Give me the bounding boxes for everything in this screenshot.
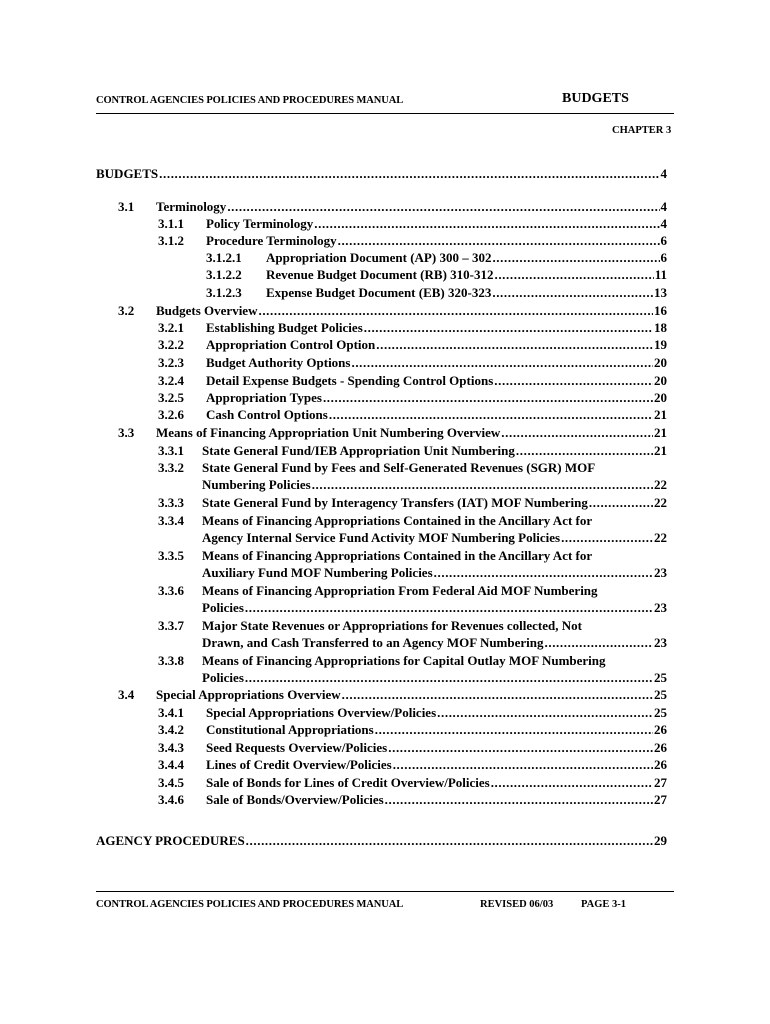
toc-title: Drawn, and Cash Transferred to an Agency MOF Numbering [202,635,544,650]
toc-title: Means of Financing Appropriation Unit Numbering Overview [156,425,501,440]
toc-entry-3-3-7-line2[interactable] [202,634,667,651]
toc-page: 18 [654,320,667,335]
toc-leader [434,564,653,581]
toc-leader [329,406,653,423]
toc-page: 22 [654,495,667,510]
toc-number: 3.3.2 [158,460,184,475]
toc-number: 3.1.2.1 [206,250,242,265]
toc-title: Agency Internal Service Fund Activity MOF Numbering Policies [202,530,561,545]
toc-page: 4 [660,216,667,231]
toc-page: 23 [654,565,667,580]
toc-page: 27 [654,775,667,790]
toc-leader [388,739,653,756]
toc-number: 3.1.2 [158,233,184,248]
toc-entry-3-3-1[interactable] [158,442,667,459]
toc-number: 3.4.2 [158,722,184,737]
toc-entry-3-3-5-line2[interactable] [202,564,667,581]
toc-number: 3.1.1 [158,216,184,231]
toc-entry-3-2-3[interactable] [158,354,667,371]
toc-number: 3.3.8 [158,653,184,668]
toc-entry-3-3-5-line1[interactable] [158,547,592,564]
toc-title: State General Fund by Interagency Transfers (IAT) MOF Numbering [202,495,588,510]
toc-entry-3-4-3[interactable] [158,739,667,756]
toc-number: 3.1 [118,199,135,214]
toc-entry-3-1-1[interactable] [158,215,667,232]
toc-leader [545,634,654,651]
toc-page: 20 [654,373,667,388]
toc-page: 11 [654,267,667,282]
toc-page: 25 [654,670,667,685]
toc-title: Budget Authority Options [206,355,351,370]
toc-entry-3-1-2-1[interactable] [206,249,667,266]
toc-title: Policies [202,670,244,685]
toc-number: 3.4.6 [158,792,184,807]
toc-title: Special Appropriations Overview/Policies [206,705,437,720]
toc-page: 29 [654,833,667,848]
toc-title: Expense Budget Document (EB) 320-323 [266,285,492,300]
toc-leader [516,442,653,459]
toc-entry-3-2-2[interactable] [158,336,667,353]
toc-leader [258,302,653,319]
toc-title: Seed Requests Overview/Policies [206,740,388,755]
header-manual-title: CONTROL AGENCIES POLICIES AND PROCEDURES MANUAL [96,95,404,106]
toc-title: Means of Financing Appropriations Contained in the Ancillary Act for [202,548,593,563]
toc-title: Establishing Budget Policies [206,320,363,335]
header-rule [96,113,674,114]
toc-leader [375,721,653,738]
footer-manual-title: CONTROL AGENCIES POLICIES AND PROCEDURES MANUAL [96,899,404,910]
toc-page: 21 [654,425,667,440]
toc-title: Major State Revenues or Appropriations for Revenues collected, Not [202,618,582,633]
toc-title: Terminology [156,199,227,214]
toc-page: 22 [654,530,667,545]
toc-number: 3.4.4 [158,757,184,772]
toc-page: 21 [654,407,667,422]
toc-title: Means of Financing Appropriations Contained in the Ancillary Act for [202,513,593,528]
toc-page: 27 [654,792,667,807]
toc-number: 3.2.1 [158,320,184,335]
toc-leader [589,494,653,511]
toc-page: 13 [654,285,667,300]
toc-number: 3.3.6 [158,583,184,598]
toc-entry-3-3-4-line2[interactable] [202,529,667,546]
toc-page: 26 [654,722,667,737]
toc-title: Sale of Bonds/Overview/Policies [206,792,384,807]
toc-entry-3-3-2-line2[interactable] [202,476,667,493]
toc-entry-3-4-1[interactable] [158,704,667,721]
toc-title: Procedure Terminology [206,233,337,248]
toc-leader [491,774,653,791]
toc-entry-3-3-3[interactable] [158,494,667,511]
toc-entry-3-4-2[interactable] [158,721,667,738]
toc-page: 26 [654,757,667,772]
toc-entry-3-3-6-line2[interactable] [202,599,667,616]
toc-title: Auxiliary Fund MOF Numbering Policies [202,565,433,580]
toc-title: Sale of Bonds for Lines of Credit Overview/Policies [206,775,490,790]
footer-rule [96,891,674,892]
toc-leader [437,704,653,721]
toc-leader [314,215,659,232]
header-section-title: BUDGETS [562,91,629,106]
toc-leader [393,756,653,773]
toc-entry-3-4[interactable] [118,686,667,703]
toc-title: Policies [202,600,244,615]
toc-title: BUDGETS [96,166,159,181]
toc-number: 3.3.4 [158,513,184,528]
toc-entry-3-3-4-line1[interactable] [158,512,592,529]
toc-number: 3.3.1 [158,443,184,458]
toc-title: Means of Financing Appropriations for Capital Outlay MOF Numbering [202,653,606,668]
toc-title: Special Appropriations Overview [156,687,341,702]
toc-entry-3-2-1[interactable] [158,319,667,336]
toc-title: Budgets Overview [156,303,258,318]
toc-title: Revenue Budget Document (RB) 310-312 [266,267,494,282]
toc-leader [227,198,659,215]
toc-leader [561,529,653,546]
toc-number: 3.2.2 [158,337,184,352]
toc-leader [245,599,653,616]
toc-leader [376,336,653,353]
toc-number: 3.3.5 [158,548,184,563]
toc-number: 3.4.1 [158,705,184,720]
toc-number: 3.2 [118,303,135,318]
toc-page: 6 [660,233,667,248]
toc-entry-3-4-4[interactable] [158,756,667,773]
toc-leader [338,232,660,249]
toc-number: 3.1.2.2 [206,267,242,282]
footer-revised: REVISED 06/03 [480,899,554,910]
toc-number: 3.2.3 [158,355,184,370]
toc-leader [501,424,653,441]
toc-number: 3.4.5 [158,775,184,790]
toc-title: Means of Financing Appropriation From Federal Aid MOF Numbering [202,583,598,598]
toc-leader [342,686,653,703]
toc-page: 25 [654,687,667,702]
toc-number: 3.1.2.3 [206,285,242,300]
toc-title: Appropriation Types [206,390,322,405]
toc-entry-budgets[interactable] [96,165,667,182]
toc-leader [312,476,653,493]
toc-title: Numbering Policies [202,477,311,492]
toc-title: Detail Expense Budgets - Spending Control Options [206,373,494,388]
toc-title: Lines of Credit Overview/Policies [206,757,392,772]
toc-number: 3.3.7 [158,618,184,633]
toc-leader [351,354,653,371]
toc-entry-3-3-8-line1[interactable] [158,652,606,669]
toc-number: 3.4 [118,687,135,702]
toc-entry-3-1-2-2[interactable] [206,266,667,283]
toc-leader [323,389,653,406]
toc-entry-3-3-7-line1[interactable] [158,617,582,634]
toc-entry-3-3-6-line1[interactable] [158,582,598,599]
toc-title: Appropriation Document (AP) 300 – 302 [266,250,492,265]
toc-page: 23 [654,600,667,615]
toc-entry-3-3-8-line2[interactable] [202,669,667,686]
toc-title: Appropriation Control Option [206,337,376,352]
toc-number: 3.3 [118,425,135,440]
toc-leader [159,165,659,182]
toc-entry-3-3-2-line1[interactable] [158,459,595,476]
toc-page: 19 [654,337,667,352]
toc-entry-3-1-2[interactable] [158,232,667,249]
toc-entry-3-4-5[interactable] [158,774,667,791]
toc-leader [494,372,653,389]
toc-number: 3.2.6 [158,407,184,422]
toc-page: 4 [660,166,667,181]
toc-leader [494,266,653,283]
toc-leader [385,791,653,808]
toc-leader [364,319,653,336]
toc-entry-3-1-2-3[interactable] [206,284,667,301]
toc-title: Constitutional Appropriations [206,722,374,737]
toc-page: 26 [654,740,667,755]
toc-page: 6 [660,250,667,265]
toc-entry-3-2[interactable] [118,302,667,319]
toc-leader [245,669,653,686]
toc-number: 3.4.3 [158,740,184,755]
footer-page-number: PAGE 3-1 [581,899,627,910]
toc-page: 23 [654,635,667,650]
toc-title: AGENCY PROCEDURES [96,833,245,848]
toc-entry-3-1[interactable] [118,198,667,215]
toc-entry-3-4-6[interactable] [158,791,667,808]
toc-leader [492,284,653,301]
toc-page: 4 [660,199,667,214]
toc-page: 22 [654,477,667,492]
chapter-label: CHAPTER 3 [612,125,672,136]
toc-leader [492,249,659,266]
toc-title: Policy Terminology [206,216,314,231]
toc-number: 3.2.4 [158,373,184,388]
toc-title: State General Fund by Fees and Self-Generated Revenues (SGR) MOF [202,460,596,475]
toc-page: 25 [654,705,667,720]
toc-page: 16 [654,303,667,318]
toc-number: 3.2.5 [158,390,184,405]
toc-entry-agency-procedures[interactable] [96,832,667,849]
toc-page: 20 [654,355,667,370]
toc-page: 21 [654,443,667,458]
toc-entry-3-2-5[interactable] [158,389,667,406]
toc-leader [246,832,653,849]
toc-entry-3-2-4[interactable] [158,372,667,389]
toc-number: 3.3.3 [158,495,184,510]
toc-entry-3-2-6[interactable] [158,406,667,423]
toc-title: Cash Control Options [206,407,328,422]
toc-entry-3-3[interactable] [118,424,667,441]
toc-title: State General Fund/IEB Appropriation Unit Numbering [202,443,515,458]
toc-page: 20 [654,390,667,405]
